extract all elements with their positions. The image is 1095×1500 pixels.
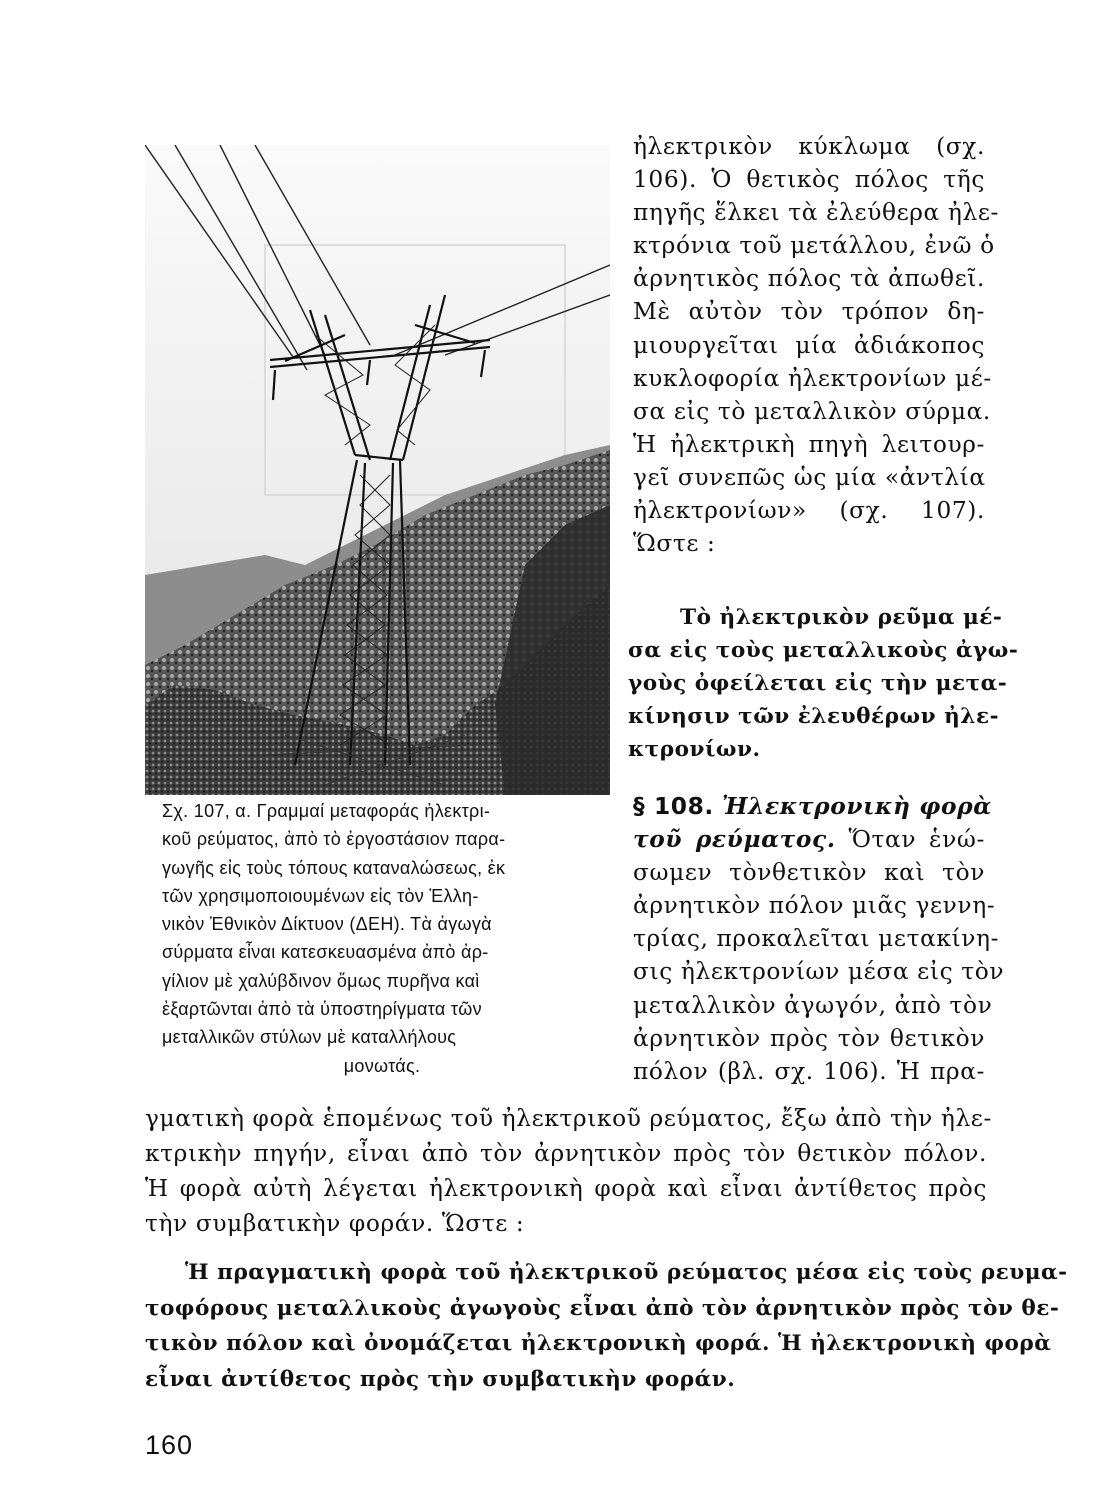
text-line: γεῖ συνεπῶς ὡς μία «ἀντλία [633,463,986,491]
caption-line: γωγῆς εἰς τοὺς τόπους καταναλώσεως, ἐκ [162,857,506,878]
paragraph-real-direction [145,1101,992,1241]
text-line: Ἡ φορὰ αὐτὴ λέγεται ἠλεκτρονικὴ φορὰ καὶ εἶναι ἀντίθετος πρὸς [145,1175,987,1202]
caption-line: τῶν χρησιμοποιουμένων εἰς τὸν Ἑλλη- [162,885,479,906]
text-line: τρίας, προκαλεῖται μετακίνη- [633,925,1000,953]
text-line: σις ἠλεκτρονίων μέσα εἰς τὸν [633,958,1005,986]
caption-line: μεταλλικῶν στύλων μὲ καταλλήλους [162,1027,457,1048]
text-line: μιουργεῖται μία ἀδιάκοπος [633,331,985,359]
text-line: Ἡ ἠλεκτρικὴ πηγὴ λειτουρ- [633,430,985,458]
bold-line: Ἡ πραγματικὴ φορὰ τοῦ ἠλεκτρικοῦ ρεύματος μέσα εἰς τοὺς ρευμα- [185,1260,1068,1285]
section-number: § 108. [633,793,714,820]
bold-line: γοὺς ὀφείλεται εἰς τὴν μετα- [628,671,1008,696]
text-line: πηγῆς ἕλκει τὰ ἐλεύθερα ἠλε- [633,199,999,227]
bold-line: Τὸ ἠλεκτρικὸν ρεῦμα μέ- [680,605,1003,630]
text-line: ἀρνητικὸς πόλος τὰ ἀπωθεῖ. [633,265,985,293]
text-line: κτρικὴν πηγήν, εἶναι ἀπὸ τὸν ἀρνητικὸν πρὸς τὸν θετικὸν πόλον. [145,1140,987,1167]
text-line: ἠλεκτρονίων» (σχ. 107). [633,497,985,525]
caption-line: ἐξαρτῶνται ἀπὸ τὰ ὑποστηρίγματα τῶν [162,999,482,1020]
caption-line: κοῦ ρεύματος, ἀπὸ τὸ ἐργοστάσιον παρα- [162,829,506,850]
text-line: 106). Ὁ θετικὸς πόλος τῆς [633,166,985,194]
section-108 [633,790,1005,1088]
bold-line: εἶναι ἀντίθετος πρὸς τὴν συμβατικὴν φοράν. [145,1366,736,1392]
caption-line: Σχ. 107, α. Γραμμαί μεταφοράς ἠλεκτρι- [162,801,491,821]
bold-line: τοφόρους μεταλλικοὺς ἀγωγοὺς εἶναι ἀπὸ τὸν ἀρνητικὸν πρὸς τὸν θε- [145,1295,1060,1321]
text-line: ἠλεκτρικὸν κύκλωμα (σχ. [633,133,985,160]
section-title-cont: τοῦ ρεύματος. [633,826,836,854]
bold-line: κίνησιν τῶν ἐλευθέρων ἠλε- [628,704,1000,729]
text-line: Ὥστε : [633,530,716,558]
text-line: μεταλλικὸν ἀγωγόν, ἀπὸ τὸν [633,991,993,1019]
caption-line: σύρματα εἶναι κατεσκευασμένα ἀπὸ ἀρ- [162,942,489,963]
text-line: σωμεν τὸνθετικὸν καὶ τὸν [633,859,985,887]
text-line: κυκλοφορία ἠλεκτρονίων μέ- [633,364,992,392]
text-line: ἀρνητικὸν πρὸς τὸν θετικὸν [633,1024,985,1052]
bold-rule-electron-direction [145,1255,1068,1397]
section-heading-line [633,790,992,823]
section-title: Ἠλεκτρονικὴ φορὰ [721,793,992,820]
text-line: γματικὴ φορὰ ἑπομένως τοῦ ἠλεκτρικοῦ ρεύματος, ἔξω ἀπὸ τὴν ἠλε- [145,1105,992,1132]
text-line: ἀρνητικὸν πόλον μιᾶς γεννη- [633,892,996,920]
power-transmission-tower-photo [145,145,610,795]
text-line: τὴν συμβατικὴν φοράν. Ὥστε : [145,1210,525,1237]
bold-line: τικὸν πόλον καὶ ὀνομάζεται ἠλεκτρονικὴ φορά. Ἡ ἠλεκτρονικὴ φορὰ [145,1331,1052,1356]
text-line: πόλον (βλ. σχ. 106). Ἡ πρα- [633,1057,985,1085]
figure-caption [162,797,602,1080]
bold-line: κτρονίων. [628,737,761,762]
highlight-statement [628,601,1019,766]
paragraph-electron-pump [633,130,999,560]
bold-line: σα εἰς τοὺς μεταλλικοὺς ἀγω- [628,638,1019,663]
caption-line: γίλιον μὲ χαλύβδινον ὅμως πυρῆνα καὶ [162,970,480,991]
caption-line: νικὸν Ἐθνικὸν Δίκτυον (ΔΕΗ). Τὰ ἀγωγὰ [162,914,492,935]
section-heading-line-2 [633,823,985,856]
text-line: κτρόνια τοῦ μετάλλου, ἐνῶ ὁ [633,232,995,260]
text-fragment: Ὅταν ἑνώ- [848,826,985,854]
text-line: σα εἰς τὸ μεταλλικὸν σύρμα. [633,397,991,425]
page-number: 160 [145,1430,194,1460]
caption-last-line: μονωτάς. [343,1055,421,1076]
text-line: Μὲ αὐτὸν τὸν τρόπον δη- [633,298,985,326]
